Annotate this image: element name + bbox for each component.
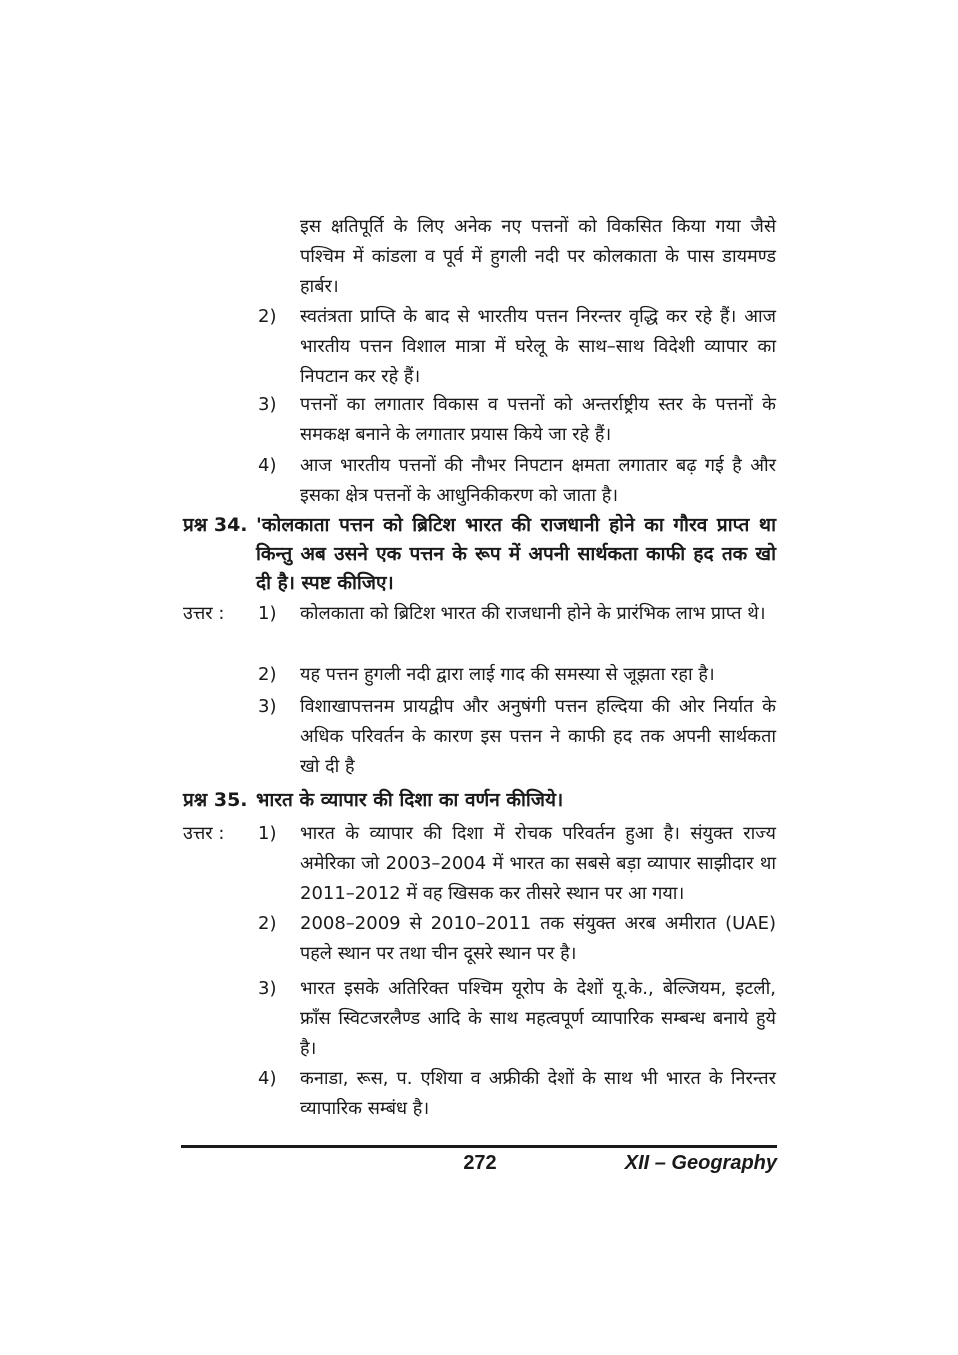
page-number: 272 (463, 1152, 497, 1174)
item-text: विशाखापत्तनम प्रायद्वीप और अनुषंगी पत्तन हल्दिया की ओर निर्यात के अधिक परिवर्तन के कारण इस पत्तन ने काफी हद तक अपनी सार्थकता खो दी है (300, 696, 776, 777)
item-text: कनाडा, रूस, प. एशिया व अफ्रीकी देशों के साथ भी भारत के निरन्तर व्यापारिक सम्बंध है। (300, 1068, 776, 1119)
item-number: 4) (258, 455, 277, 476)
item-number: 1) (258, 823, 277, 844)
question-35-label: प्रश्न 35. (183, 789, 248, 811)
book-title: XII – Geography (624, 1152, 777, 1174)
item-text: कोलकाता को ब्रिटिश भारत की राजधानी होने के प्रारंभिक लाभ प्राप्त थे। (300, 603, 766, 624)
item-number: 3) (258, 394, 277, 415)
question-35-text: भारत के व्यापार की दिशा का वर्णन कीजिये। (256, 789, 564, 811)
question-34-text: 'कोलकाता पत्तन को ब्रिटिश भारत की राजधानी होने का गौरव प्राप्त था किन्तु अब उसने एक पत्तन के रूप में अपनी सार्थकता काफी हद तक खो दी है। स्पष्ट कीजिए। (256, 514, 776, 594)
item-number: 2) (258, 913, 277, 934)
item-text: भारत इसके अतिरिक्त पश्चिम यूरोप के देशों यू.के., बेल्जियम, इटली, फ्राँस स्विटजरलैण्ड आदि के साथ महत्वपूर्ण व्यापारिक सम्बन्ध बनाये हुये है। (300, 978, 776, 1059)
answer-label: उत्तर : (183, 823, 225, 844)
footer-divider (181, 1145, 777, 1148)
question-34-label: प्रश्न 34. (183, 514, 248, 536)
item-text: 2008–2009 से 2010–2011 तक संयुक्त अरब अमीरात (UAE) पहले स्थान पर तथा चीन दूसरे स्थान पर है। (300, 913, 776, 964)
item-text: यह पत्तन हुगली नदी द्वारा लाई गाद की समस्या से जूझता रहा है। (300, 664, 715, 685)
item-number: 2) (258, 664, 277, 685)
item-text: पत्तनों का लगातार विकास व पत्तनों को अन्तर्राष्ट्रीय स्तर के पत्तनों के समकक्ष बनाने के लगातार प्रयास किये जा रहे हैं। (300, 394, 776, 445)
item-text: आज भारतीय पत्तनों की नौभर निपटान क्षमता लगातार बढ़ गई है और इसका क्षेत्र पत्तनों के आधुनिकीकरण को जाता है। (300, 455, 776, 506)
item-number: 2) (258, 306, 277, 327)
item-text: भारत के व्यापार की दिशा में रोचक परिवर्तन हुआ है। संयुक्त राज्य अमेरिका जो 2003–2004 में भारत का सबसे बड़ा व्यापार साझीदार था 2011–2012 में वह खिसक कर तीसरे स्थान पर आ गया। (300, 823, 776, 904)
item-text: स्वतंत्रता प्राप्ति के बाद से भारतीय पत्तन निरन्तर वृद्धि कर रहे हैं। आज भारतीय पत्तन विशाल मात्रा में घरेलू के साथ–साथ विदेशी व्यापार का निपटान कर रहे हैं। (300, 306, 776, 387)
item-number: 1) (258, 603, 277, 624)
item-number: 3) (258, 696, 277, 717)
answer-label: उत्तर : (183, 603, 225, 624)
item-number: 4) (258, 1068, 277, 1089)
item-number: 3) (258, 978, 277, 999)
continuation-paragraph: इस क्षतिपूर्ति के लिए अनेक नए पत्तनों को विकसित किया गया जैसे पश्चिम में कांडला व पूर्व में हुगली नदी पर कोलकाता के पास डायमण्ड हार्बर। (300, 216, 776, 297)
